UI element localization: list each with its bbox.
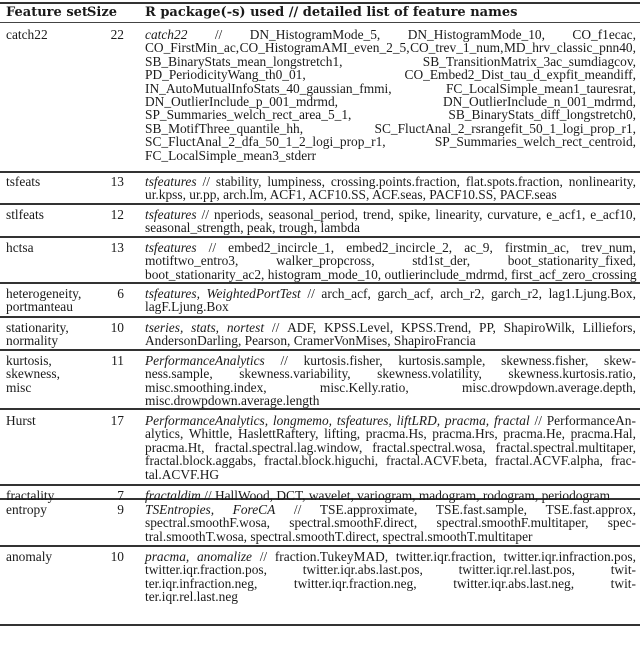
description-line [145, 381, 636, 394]
word: ter.iqr.infraction.neg, [145, 575, 258, 591]
word: spec- [607, 515, 636, 531]
description-line [145, 427, 636, 440]
description-line [145, 268, 636, 281]
word: // [259, 549, 268, 564]
word: TSE.fast.approx, [545, 502, 636, 517]
word: ac_9, [464, 240, 493, 255]
description-line [145, 367, 636, 380]
word: // [214, 27, 223, 42]
word: DN_OutlierInclude_n_001_mdrmd, [442, 93, 636, 109]
description-line [145, 254, 636, 267]
description-line [145, 135, 636, 148]
word: fractal.spectral.multitaper, [495, 439, 636, 455]
word: linearity, [435, 207, 483, 222]
word: ShapiroWilk, [503, 320, 575, 335]
word: SB_BinaryStats_mean_longstretch1, [145, 53, 343, 69]
word: garch_acf, [377, 286, 434, 301]
word: WeightedPortTest [206, 286, 301, 301]
description-line [145, 503, 636, 516]
row-divider [0, 545, 640, 547]
description-line [145, 108, 636, 121]
word: fractal.spectral.lag.window, [214, 439, 363, 455]
word: pracma.Hs, [365, 426, 427, 442]
word: // [307, 286, 315, 301]
description-line-words [145, 175, 636, 188]
description-line-words [145, 208, 636, 221]
word: pracma, [145, 549, 190, 564]
description-line-words [145, 577, 636, 590]
word: CO_HistogramAMI_even_2_5, [239, 40, 410, 56]
feature-names: misc.drowpdown.average.length [145, 393, 320, 409]
feature-set-name-line: stationarity, [6, 320, 69, 335]
feature-names: AndersonDarling, Pearson, CramerVonMises, ShapiroFrancia [145, 333, 476, 349]
description-line [145, 321, 636, 334]
word: liftLRD, [396, 413, 441, 428]
feature-set-name-line: entropy [6, 502, 47, 517]
word: stability, [215, 174, 262, 189]
word: kurtosis.sample, [398, 353, 486, 368]
word: misc.Kelly.ratio, [319, 379, 409, 395]
feature-set-size: 10 [110, 320, 124, 335]
description-line-words [145, 503, 636, 516]
word: // [201, 207, 209, 222]
description-line-words [145, 68, 636, 81]
word: misc.smoothing.index, [145, 379, 267, 395]
description-line-words [145, 367, 636, 380]
description-line [145, 441, 636, 454]
word: SB_BinaryStats_diff_longstretch0, [448, 107, 636, 123]
word: misc.drowpdown.average.depth, [461, 379, 636, 395]
header-size: Size [87, 5, 117, 20]
feature-description [145, 28, 636, 162]
word: std1st_der, [412, 253, 471, 269]
word: SP_Summaries_welch_rect_centroid, [434, 134, 636, 150]
word: SB_MotifThree_quantile_hh, [145, 120, 304, 136]
row-divider [0, 349, 640, 351]
word: curvature, [487, 207, 542, 222]
word: pracma.Ht, [145, 439, 205, 455]
feature-description [145, 550, 636, 604]
description-line-words [145, 241, 636, 254]
word: lag1.Ljung.Box, [548, 286, 636, 301]
feature-set-name-line: Hurst [6, 413, 36, 428]
feature-set-name-line: fractality [6, 488, 55, 503]
word: kurtosis.fisher, [303, 353, 383, 368]
word: twitter.iqr.fraction.neg, [293, 575, 417, 591]
word: fractal.spectral.wosa, [372, 439, 486, 455]
description-line [145, 208, 636, 221]
feature-names: tal.ACVF.HG [145, 466, 220, 482]
word: PerformanceAnalytics, [145, 413, 269, 428]
word: // [280, 353, 288, 368]
description-line-words [145, 82, 636, 95]
feature-set-name-line: kurtosis, [6, 353, 52, 368]
description-line-words [145, 441, 636, 454]
feature-description [145, 208, 636, 235]
feature-names: ter.iqr.rel.last.neg [145, 589, 238, 605]
word: DN_HistogramMode_10, [407, 27, 545, 42]
description-line-words [145, 254, 636, 267]
word: skew- [603, 353, 636, 368]
description-line [145, 354, 636, 367]
word: // [208, 240, 217, 255]
word: ForeCA [232, 502, 276, 517]
word: e_acf1, [546, 207, 586, 222]
word: twitter.iqr.rel.last.pos, [458, 562, 575, 578]
feature-set-name-line: catch22 [6, 27, 48, 42]
feature-description [145, 175, 636, 202]
word: skewness.volatility, [377, 366, 482, 382]
description-line-words [145, 122, 636, 135]
header-feature-set: Feature set [6, 5, 88, 20]
word: KPSS.Trend, [401, 320, 472, 335]
description-line-words [145, 414, 636, 427]
feature-names: lagF.Ljung.Box [145, 299, 229, 315]
feature-set-name-line: normality [6, 333, 59, 349]
description-line [145, 149, 636, 162]
row-divider [0, 22, 640, 23]
word: DN_HistogramMode_5, [249, 27, 381, 42]
description-line [145, 55, 636, 68]
bottom-rule [0, 624, 640, 626]
word: twitter.iqr.infraction.pos, [503, 549, 636, 564]
feature-names: // HallWood, DCT, wavelet, variogram, madogram, rodogram, periodogram [204, 488, 611, 503]
description-line-words [145, 550, 636, 563]
feature-description [145, 503, 636, 543]
row-divider [0, 171, 640, 173]
word: longmemo, [272, 413, 333, 428]
feature-set-size: 13 [110, 174, 124, 189]
description-line-words [145, 563, 636, 576]
description-line [145, 454, 636, 467]
r-packages: fractaldim [145, 488, 201, 503]
word: lumpiness, [267, 174, 325, 189]
description-line [145, 394, 636, 407]
description-line-words [145, 454, 636, 467]
row-divider [0, 236, 640, 238]
word: TSE.approximate, [319, 502, 418, 517]
feature-set-size: 6 [117, 286, 124, 301]
word: trev_num, [581, 240, 636, 255]
word: fraction.TukeyMAD, [274, 549, 389, 564]
description-line [145, 563, 636, 576]
word: lifting, [324, 426, 361, 442]
description-line [145, 28, 636, 41]
description-line-words [145, 135, 636, 148]
row-divider [0, 316, 640, 318]
feature-description [145, 321, 636, 348]
feature-set-size: 11 [111, 353, 124, 368]
word: fractal.block.higuchi, [264, 453, 379, 469]
word: Lilliefors, [582, 320, 636, 335]
feature-set-name-line: misc [6, 379, 32, 395]
top-rule [0, 2, 640, 4]
description-line-words [145, 287, 636, 300]
word: twitter.iqr.abs.last.pos, [302, 562, 423, 578]
word: garch_r2, [491, 286, 542, 301]
word: SB_TransitionMatrix_3ac_sumdiagcov, [422, 53, 636, 69]
word: nperiods, [213, 207, 264, 222]
description-line [145, 530, 636, 543]
feature-set-size: 10 [110, 549, 124, 564]
feature-names: ur.kpss, ur.pp, arch.lm, ACF1, ACF10.SS, ACF.seas, PACF10.SS, PACF.seas [145, 187, 557, 203]
description-line [145, 550, 636, 563]
word: SC_FluctAnal_2_dfa_50_1_2_logi_prop_r1, [145, 134, 386, 150]
word: trend, [362, 207, 394, 222]
word: walker_propcross, [276, 253, 375, 269]
word: crossing.points.fraction, [330, 174, 460, 189]
word: nortest [226, 320, 265, 335]
description-line [145, 334, 636, 347]
word: FC_LocalSimple_mean1_tauresrat, [445, 80, 636, 96]
word: // [293, 502, 302, 517]
word: CO_Embed2_Dist_tau_d_expfit_meandiff, [404, 67, 636, 83]
description-line [145, 468, 636, 481]
word: nonlinearity, [568, 174, 636, 189]
word: skewness.kurtosis.ratio, [508, 366, 636, 382]
word: tseries, [145, 320, 184, 335]
feature-set-size: 7 [117, 488, 124, 503]
word: PD_PeriodicityWang_th0_01, [145, 67, 306, 83]
word: PerformanceAn- [546, 413, 636, 428]
feature-description [145, 489, 636, 502]
description-line [145, 489, 636, 502]
feature-names: FC_LocalSimple_mean3_stderr [145, 147, 317, 163]
word: IN_AutoMutualInfoStats_40_gaussian_fmmi, [145, 80, 392, 96]
feature-set-size: 13 [110, 240, 124, 255]
word: SP_Summaries_welch_rect_area_5_1, [145, 107, 352, 123]
word: tsfeatures [145, 207, 197, 222]
word: tsfeatures [145, 240, 197, 255]
word: KPSS.Level, [324, 320, 394, 335]
word: seasonal_period, [268, 207, 358, 222]
description-line-words [145, 381, 636, 394]
feature-set-name-line: anomaly [6, 549, 53, 564]
word: // [534, 413, 542, 428]
word: twitter.iqr.abs.last.neg, [453, 575, 575, 591]
word: anomalize [196, 549, 252, 564]
word: TSEntropies, [145, 502, 215, 517]
word: spectral.smoothF.direct, [289, 515, 418, 531]
word: pracma, [444, 413, 490, 428]
feature-names: boot_stationarity_ac2, histogram_mode_10, outlierinclude_mdrmd, first_acf_zero_crossing [145, 266, 637, 282]
description-line [145, 300, 636, 313]
row-divider [0, 484, 640, 486]
word: twitter.iqr.fraction, [395, 549, 496, 564]
word: CO_FirstMin_ac, [145, 40, 240, 56]
word: // [271, 320, 280, 335]
word: frac- [610, 453, 636, 469]
word: PerformanceAnalytics [145, 353, 265, 368]
description-line [145, 122, 636, 135]
description-line-words [145, 516, 636, 529]
word: tsfeatures, [336, 413, 392, 428]
feature-set-name-line: stlfeats [6, 207, 44, 222]
word: Whittle, [188, 426, 233, 442]
word: skewness.variability, [239, 366, 351, 382]
word: catch22 [145, 27, 188, 42]
description-line-words [145, 28, 636, 41]
word: HaslettRaftery, [237, 426, 319, 442]
word: // [202, 174, 210, 189]
header-description: R package(-s) used // detailed list of feature names [145, 5, 518, 20]
word: fractal.ACVF.alpha, [495, 453, 603, 469]
word: pracma.Hrs, [432, 426, 498, 442]
word: spectral.smoothF.wosa, [145, 515, 271, 531]
description-line [145, 95, 636, 108]
row-divider [0, 408, 640, 410]
word: twit- [610, 575, 636, 591]
word: PP, [479, 320, 496, 335]
feature-description [145, 241, 636, 281]
feature-names: seasonal_strength, peak, trough, lambda [145, 220, 360, 236]
feature-set-size: 9 [117, 502, 124, 517]
word: arch_r2, [440, 286, 485, 301]
description-line [145, 175, 636, 188]
word: pracma.Hal, [570, 426, 636, 442]
word: fractal.block.aggabs, [145, 453, 257, 469]
word: CO_trev_1_num, [410, 40, 504, 56]
row-divider [0, 282, 640, 284]
word: e_acf10, [590, 207, 636, 222]
word: motiftwo_entro3, [145, 253, 239, 269]
description-line [145, 82, 636, 95]
word: pracma.He, [503, 426, 565, 442]
word: spike, [398, 207, 431, 222]
description-line [145, 188, 636, 201]
description-line [145, 41, 636, 54]
description-line [145, 241, 636, 254]
word: DN_OutlierInclude_p_001_mdrmd, [145, 93, 339, 109]
description-line-words [145, 354, 636, 367]
feature-names: tral.smoothT.wosa, spectral.smoothT.direct, spectral.smoothT.multitaper [145, 528, 533, 544]
word: stats, [191, 320, 220, 335]
word: TSE.fast.sample, [435, 502, 527, 517]
description-line [145, 287, 636, 300]
description-line-words [145, 108, 636, 121]
word: twit- [610, 562, 636, 578]
description-line [145, 221, 636, 234]
word: flat.spots.fraction, [465, 174, 563, 189]
description-line [145, 516, 636, 529]
word: SC_FluctAnal_2_rsrangefit_50_1_logi_prop_r1, [374, 120, 636, 136]
feature-set-name-line: tsfeats [6, 174, 41, 189]
feature-set-size: 12 [110, 207, 124, 222]
description-line-words [145, 321, 636, 334]
feature-set-name-line: heterogeneity, [6, 286, 82, 301]
word: boot_stationarity_fixed, [507, 253, 636, 269]
word: embed2_incircle_2, [346, 240, 453, 255]
feature-set-size: 22 [110, 27, 124, 42]
word: firstmin_ac, [504, 240, 570, 255]
word: tsfeatures, [145, 286, 200, 301]
word: ness.sample, [145, 366, 213, 382]
description-line [145, 590, 636, 603]
feature-set-name-line: portmanteau [6, 299, 73, 315]
row-divider [0, 203, 640, 205]
table-header [0, 5, 640, 22]
word: fractal.ACVF.beta, [385, 453, 488, 469]
description-line [145, 68, 636, 81]
description-line-words [145, 427, 636, 440]
description-line-words [145, 95, 636, 108]
word: fractal [493, 413, 530, 428]
word: alytics, [145, 426, 184, 442]
word: ADF, [287, 320, 317, 335]
word: twitter.iqr.fraction.pos, [145, 562, 267, 578]
word: embed2_incircle_1, [228, 240, 335, 255]
description-line [145, 577, 636, 590]
feature-description [145, 287, 636, 314]
feature-description [145, 414, 636, 481]
word: skewness.fisher, [501, 353, 589, 368]
description-line [145, 414, 636, 427]
word: CO_f1ecac, [572, 27, 636, 42]
word: tsfeatures [145, 174, 197, 189]
description-line-words [145, 41, 636, 54]
word: arch_acf, [321, 286, 371, 301]
description-line-words [145, 55, 636, 68]
word: MD_hrv_classic_pnn40, [503, 40, 636, 56]
feature-set-name-line: hctsa [6, 240, 34, 255]
feature-set-name-line: skewness, [6, 366, 60, 382]
word: spectral.smoothF.multitaper, [436, 515, 589, 531]
feature-set-size: 17 [110, 413, 124, 428]
feature-description [145, 354, 636, 408]
